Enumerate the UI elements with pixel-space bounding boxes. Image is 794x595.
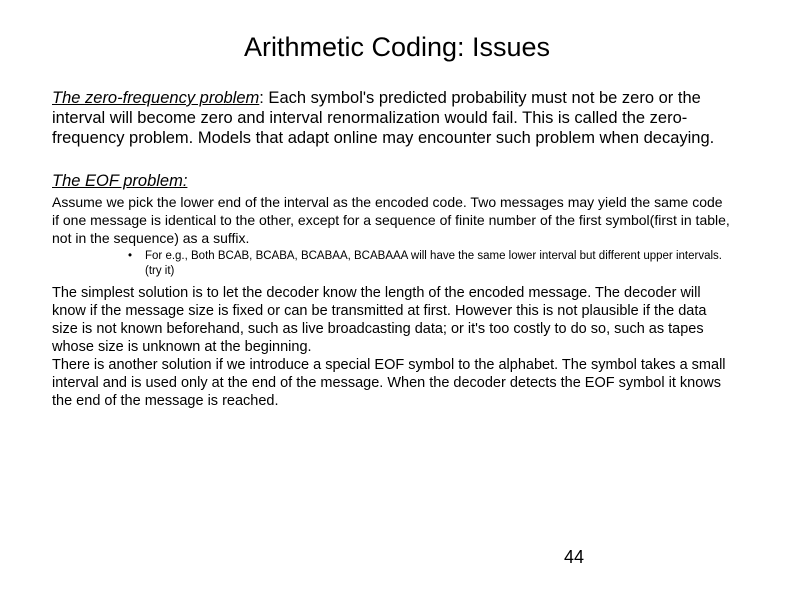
assume-paragraph: Assume we pick the lower end of the interval as the encoded code. Two messages may yield the same code if one message is identical to the other, except for a sequence of finite number of the first symbol(first in table, not in the sequence) as a suffix. (52, 194, 730, 246)
page-number: 44 (564, 547, 585, 567)
example-bullet (128, 249, 728, 279)
slide-title: Arithmetic Coding: Issues (243, 32, 551, 62)
zero-frequency-term: The zero-frequency problem (52, 89, 260, 107)
example-bullet-text: For e.g., Both BCAB, BCABA, BCABAA, BCABAAA will have the same lower interval but different upper intervals. (try it) (145, 250, 722, 277)
eof-problem-heading (52, 171, 732, 191)
bullet-marker: • (128, 250, 133, 262)
zero-frequency-paragraph (52, 88, 732, 148)
zero-frequency-text: : Each symbol's predicted probability must not be zero or the interval will become zero and interval renormalization would fail. This is called the zero-frequency problem. Models that adapt online may encounter such problem when decaying. (52, 89, 715, 147)
eof-solution-paragraph: There is another solution if we introduce a special EOF symbol to the alphabet. The symbol takes a small interval and is used only at the end of the message. When the decoder detects the EOF symbol it knows the end of the message is reached. (52, 357, 726, 409)
simplest-solution-paragraph: The simplest solution is to let the decoder know the length of the encoded message. The decoder will know if the message size is fixed or can be transmitted at first. However this is not plausible if the data size is not known beforehand, such as live broadcasting data; or it's too costly to do so, such as tapes whose size is unknown at the beginning. (52, 285, 707, 355)
eof-term: The EOF problem: (52, 172, 188, 190)
